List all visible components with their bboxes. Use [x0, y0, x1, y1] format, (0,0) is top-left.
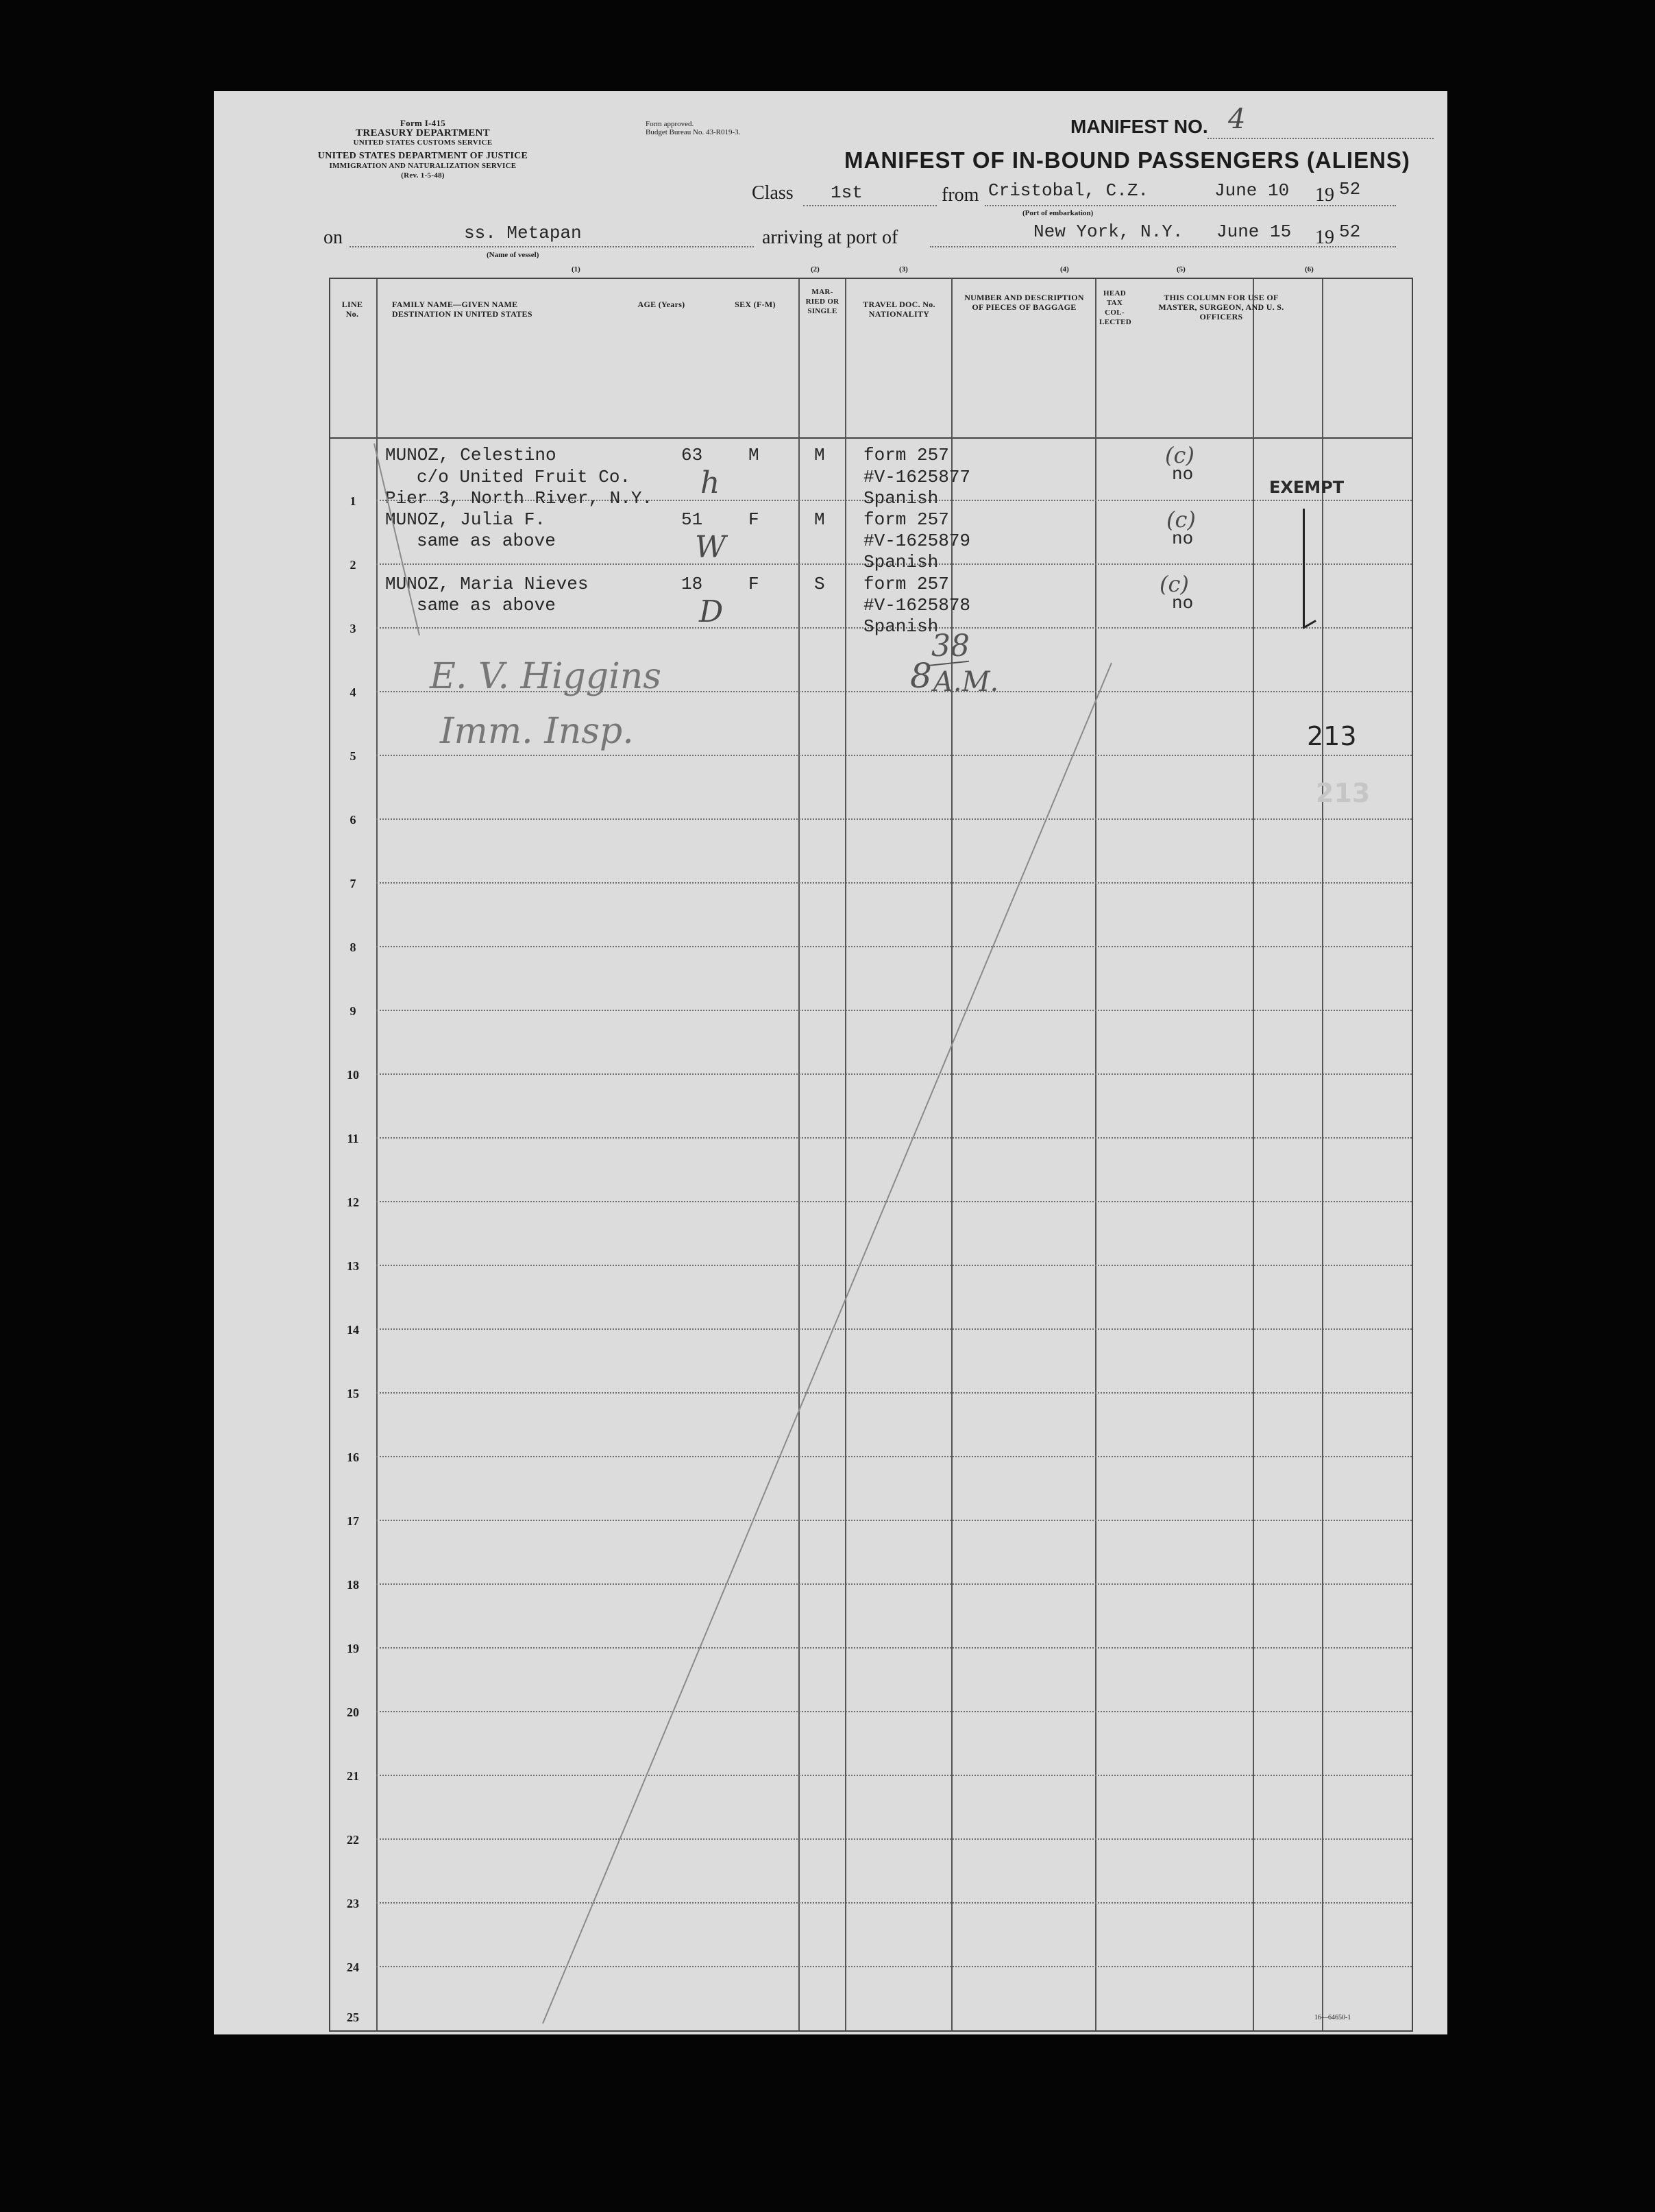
page-title: MANIFEST OF IN-BOUND PASSENGERS (ALIENS) [844, 147, 1410, 173]
head-tax-mark: (c) [1160, 571, 1189, 597]
header-sex: SEX (F-M) [735, 300, 776, 309]
manifest-no-label: MANIFEST NO. [1070, 116, 1208, 137]
ins: IMMIGRATION AND NATURALIZATION SERVICE [329, 162, 517, 170]
col-number-5: (5) [1177, 265, 1186, 274]
passenger-age: 63 [681, 445, 703, 465]
exempt-stamp: EXEMPT [1269, 478, 1345, 497]
line-number: 7 [350, 877, 356, 890]
line-number: 14 [347, 1323, 359, 1337]
arrival-time-ampm: A.M. [933, 666, 999, 698]
col-number-2: (2) [811, 265, 820, 274]
line-number: 1 [350, 494, 356, 508]
form-approved: Form approved. [646, 120, 694, 128]
manifest-no-rule [1207, 138, 1434, 139]
header-name: FAMILY NAME—GIVEN NAME DESTINATION IN UNITED STATES [392, 300, 532, 319]
line-number: 8 [350, 940, 356, 954]
justice-department: UNITED STATES DEPARTMENT OF JUSTICE [317, 151, 528, 161]
line-number: 10 [347, 1068, 359, 1082]
passenger-marital: M [814, 445, 825, 465]
line-number: 6 [350, 813, 356, 827]
line-number: 5 [350, 749, 356, 763]
line-number: 22 [347, 1833, 359, 1847]
from-rule [985, 205, 1396, 206]
travel-doc: form 257 [863, 509, 949, 530]
head-tax-mark: (c) [1165, 442, 1194, 468]
line-number: 25 [347, 2010, 359, 2024]
class-rule [803, 205, 937, 206]
vessel-name: ss. Metapan [464, 223, 582, 243]
budget-bureau: Budget Bureau No. 43-R019-3. [646, 128, 741, 136]
header-officers: THIS COLUMN FOR USE OF MASTER, SURGEON, AND U. S. OFFICERS [1158, 293, 1284, 321]
depart-year: 52 [1339, 179, 1361, 199]
line-number: 18 [347, 1578, 359, 1592]
passenger-age: 51 [681, 509, 703, 530]
customs-service: UNITED STATES CUSTOMS SERVICE [353, 138, 493, 147]
line-number: 12 [347, 1195, 359, 1209]
revision: (Rev. 1-5-48) [401, 171, 445, 180]
header-married: MAR-RIED OR SINGLE [805, 288, 839, 315]
approval-block [646, 120, 740, 136]
passenger-destination: c/o United Fruit Co. [417, 467, 631, 487]
line-number: 17 [347, 1514, 359, 1528]
col-number-3: (3) [899, 265, 908, 274]
pencil-diagonal-line [330, 279, 1412, 2030]
arriving-label: arriving at port of [762, 227, 898, 248]
header-line-no: LINE No. [341, 300, 363, 319]
inspector-signature: E. V. Higgins [430, 656, 661, 697]
header-head-tax: HEAD TAX COL-LECTED [1099, 289, 1132, 326]
line-number: 21 [347, 1769, 359, 1783]
col-number-4: (4) [1060, 265, 1069, 274]
head-tax: no [1172, 528, 1194, 549]
form-number: Form I-415 [400, 118, 446, 128]
age-mark: h [700, 465, 720, 500]
head-tax-mark: (c) [1166, 507, 1196, 533]
print-code: 16—64650-1 [1314, 2014, 1351, 2021]
head-tax: no [1172, 464, 1194, 485]
age-mark: D [699, 594, 724, 629]
passenger-age: 18 [681, 574, 703, 594]
department: TREASURY DEPARTMENT [356, 127, 490, 138]
from-value: Cristobal, C.Z. [988, 180, 1149, 201]
passenger-name: MUNOZ, Julia F. [385, 509, 546, 530]
class-label: Class [752, 182, 794, 204]
port-embarkation-caption: (Port of embarkation) [1022, 209, 1094, 217]
passenger-marital: S [814, 574, 825, 594]
line-number: 11 [347, 1132, 359, 1145]
line-number: 3 [350, 622, 356, 635]
travel-doc-number: #V-1625877 [863, 467, 971, 487]
header-left-block [313, 119, 532, 180]
header-age: AGE (Years) [637, 300, 685, 309]
nationality: Spanish [863, 616, 939, 637]
line-number: 13 [347, 1259, 359, 1273]
passenger-sex: F [748, 509, 759, 530]
passenger-sex: M [748, 445, 759, 465]
arrival-time-hour: 8 [910, 656, 932, 696]
header-baggage: NUMBER AND DESCRIPTION OF PIECES OF BAGGAGE [964, 293, 1084, 312]
depart-year-prefix: 19 [1315, 184, 1334, 206]
arrival-time-minutes: 38 [931, 629, 970, 664]
on-label: on [323, 227, 343, 248]
age-mark: W [695, 530, 726, 565]
line-number: 24 [347, 1960, 359, 1974]
line-number: 4 [350, 685, 356, 699]
arrival-port: New York, N.Y. [1033, 221, 1184, 242]
line-number: 2 [350, 558, 356, 572]
passenger-sex: F [748, 574, 759, 594]
line-number: 15 [347, 1387, 359, 1400]
nationality: Spanish [863, 552, 939, 572]
travel-doc: form 257 [863, 574, 949, 594]
head-tax: no [1172, 593, 1194, 613]
vessel-rule [350, 246, 754, 247]
passenger-destination: same as above [417, 531, 556, 551]
from-label: from [942, 184, 979, 206]
passenger-marital: M [814, 509, 825, 530]
class-value: 1st [831, 182, 863, 203]
arrival-year-prefix: 19 [1315, 227, 1334, 248]
number-213: 213 [1307, 721, 1357, 751]
line-number: 19 [347, 1642, 359, 1655]
inspector-title: Imm. Insp. [440, 711, 634, 752]
passenger-table [329, 278, 1413, 2032]
travel-doc: form 257 [863, 445, 949, 465]
header-travel-doc: TRAVEL DOC. No. NATIONALITY [863, 300, 935, 319]
line-number: 20 [347, 1705, 359, 1719]
manifest-page [214, 91, 1447, 2034]
arrival-year: 52 [1339, 221, 1361, 242]
passenger-name: MUNOZ, Maria Nieves [385, 574, 589, 594]
travel-doc-number: #V-1625879 [863, 531, 971, 551]
line-number: 16 [347, 1450, 359, 1464]
col-number-1: (1) [572, 265, 580, 274]
line-number: 23 [347, 1897, 359, 1910]
col-number-6: (6) [1305, 265, 1314, 274]
passenger-destination: Pier 3, North River, N.Y. [385, 488, 653, 509]
vessel-caption: (Name of vessel) [487, 251, 539, 259]
arrival-date: June 15 [1216, 221, 1292, 242]
passenger-name: MUNOZ, Celestino [385, 445, 556, 465]
passenger-destination: same as above [417, 595, 556, 616]
nationality: Spanish [863, 488, 939, 509]
manifest-number: 4 [1228, 104, 1246, 135]
line-number: 9 [350, 1004, 356, 1018]
number-213-faint: 213 [1316, 778, 1371, 808]
depart-date: June 10 [1214, 180, 1290, 201]
travel-doc-number: #V-1625878 [863, 595, 971, 616]
